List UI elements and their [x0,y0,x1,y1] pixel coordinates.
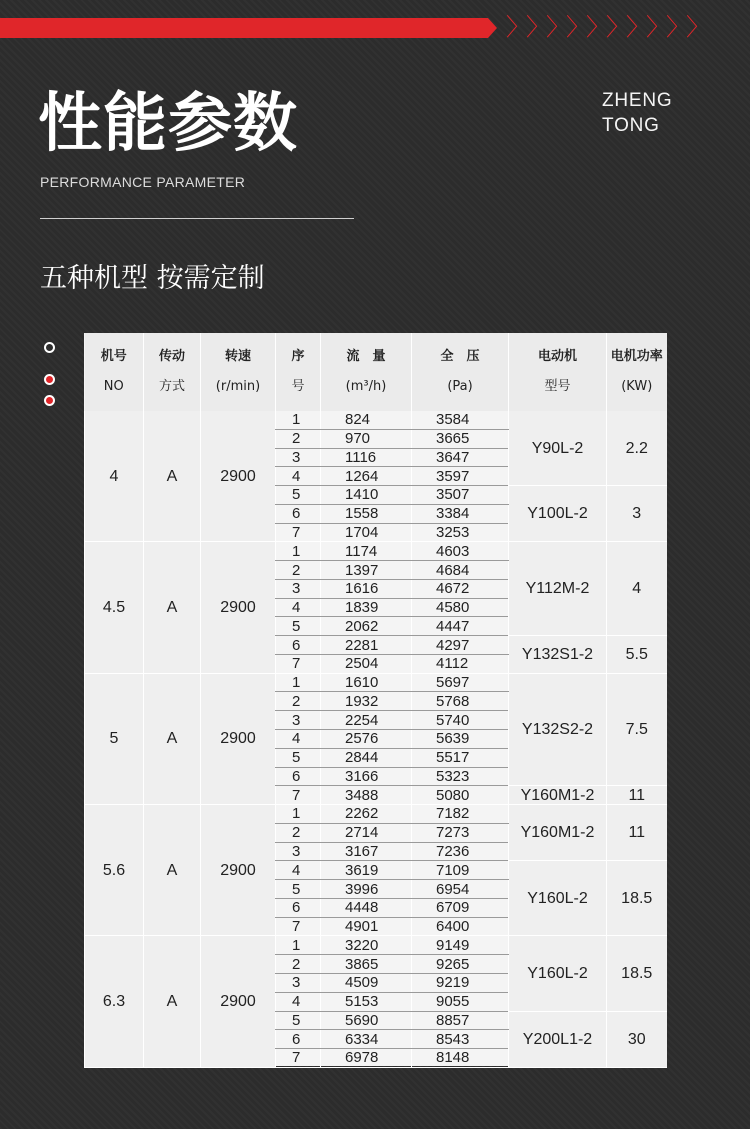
divider [40,218,354,219]
table-row [85,411,667,429]
cell-seq: 7 [276,654,321,673]
cell-seq: 7 [276,523,321,542]
cell-seq: 2 [276,955,321,974]
cell-flow: 4509 [321,973,412,992]
cell-flow: 1116 [321,448,412,467]
dot-icon [44,395,55,406]
cell-speed: 2900 [201,411,276,542]
chevron-right-icon: 〉 [546,13,570,41]
cell-motor-power: 18.5 [607,936,667,1011]
cell-flow: 1616 [321,579,412,598]
cell-pressure: 5740 [412,711,509,730]
cell-pressure: 9055 [412,992,509,1011]
cell-pressure: 9265 [412,955,509,974]
cell-flow: 6334 [321,1030,412,1049]
header-col-drive [144,333,201,411]
chevron-right-icon: 〉 [686,13,710,41]
table-header-row [85,333,667,411]
chevron-right-icon: 〉 [566,13,590,41]
cell-pressure: 3253 [412,523,509,542]
cell-flow: 2504 [321,654,412,673]
cell-speed: 2900 [201,673,276,804]
table-row [85,542,667,561]
cell-flow: 2576 [321,730,412,749]
cell-motor-model: Y112M-2 [509,542,607,636]
cell-seq: 5 [276,748,321,767]
cell-seq: 1 [276,673,321,692]
cell-machine-no: 4.5 [85,542,144,673]
cell-seq: 5 [276,880,321,899]
performance-table-wrap [84,333,666,1066]
cell-motor-model: Y160L-2 [509,936,607,1011]
cell-pressure: 7273 [412,823,509,842]
table-row [85,805,667,824]
table-row [85,936,667,955]
cell-seq: 2 [276,561,321,580]
cell-flow: 1932 [321,692,412,711]
cell-flow: 1558 [321,504,412,523]
cell-seq: 6 [276,504,321,523]
cell-flow: 3220 [321,936,412,955]
header-col-motor-power [607,333,667,411]
cell-seq: 4 [276,598,321,617]
cell-flow: 6978 [321,1049,412,1068]
header-label: 机号 [100,349,127,364]
cell-seq: 6 [276,1030,321,1049]
cell-pressure: 6709 [412,898,509,917]
cell-pressure: 3384 [412,504,509,523]
header-label: 序 [291,349,305,364]
cell-pressure: 4684 [412,561,509,580]
cell-drive: A [144,411,201,542]
header-col-machine-no [85,333,144,411]
brand-line-1: ZHENG [602,90,673,111]
cell-flow: 3996 [321,880,412,899]
cell-seq: 4 [276,730,321,749]
cell-flow: 3488 [321,786,412,805]
cell-pressure: 8857 [412,1011,509,1030]
cell-motor-power: 11 [607,786,667,805]
cell-pressure: 3665 [412,429,509,448]
cell-motor-model: Y100L-2 [509,486,607,542]
cell-pressure: 4580 [412,598,509,617]
cell-seq: 1 [276,542,321,561]
cell-flow: 3619 [321,861,412,880]
cell-drive: A [144,805,201,936]
cell-pressure: 4672 [412,579,509,598]
cell-pressure: 9219 [412,973,509,992]
cell-seq: 2 [276,692,321,711]
cell-pressure: 4112 [412,654,509,673]
cell-pressure: 5639 [412,730,509,749]
cell-pressure: 3584 [412,411,509,429]
brand-line-2: TONG [602,115,660,136]
cell-drive: A [144,936,201,1067]
header-unit: (m³/h) [345,379,387,394]
header-col-pressure [412,333,509,411]
section-subtitle: 五种机型 按需定制 [40,263,265,294]
cell-flow: 2714 [321,823,412,842]
cell-motor-power: 11 [607,805,667,861]
cell-flow: 1264 [321,467,412,486]
cell-seq: 3 [276,711,321,730]
cell-pressure: 5517 [412,748,509,767]
cell-seq: 6 [276,636,321,655]
header-label: 电动机 [537,349,577,364]
cell-pressure: 3647 [412,448,509,467]
header-label: 转速 [224,349,251,364]
cell-seq: 5 [276,617,321,636]
cell-flow: 2254 [321,711,412,730]
cell-pressure: 3507 [412,486,509,505]
cell-seq: 3 [276,842,321,861]
chevron-right-icon: 〉 [626,13,650,41]
cell-flow: 1174 [321,542,412,561]
cell-machine-no: 4 [85,411,144,542]
table-row [85,673,667,692]
cell-speed: 2900 [201,542,276,673]
cell-seq: 4 [276,992,321,1011]
cell-motor-model: Y160M1-2 [509,786,607,805]
cell-motor-power: 3 [607,486,667,542]
cell-seq: 4 [276,467,321,486]
cell-motor-model: Y160M1-2 [509,805,607,861]
cell-pressure: 5080 [412,786,509,805]
cell-pressure: 4297 [412,636,509,655]
cell-seq: 3 [276,448,321,467]
cell-seq: 3 [276,973,321,992]
header-unit: (r/min) [215,379,261,394]
page-subtitle-en: PERFORMANCE PARAMETER [40,174,246,190]
cell-flow: 4448 [321,898,412,917]
cell-pressure: 5768 [412,692,509,711]
header-col-motor-model [509,333,607,411]
top-accent-bar [0,18,497,38]
cell-motor-model: Y200L1-2 [509,1011,607,1067]
header-label: 全 压 [440,349,480,364]
chevron-right-icon: 〉 [586,13,610,41]
chevron-right-icon: 〉 [526,13,550,41]
cell-flow: 5153 [321,992,412,1011]
header-unit: NO [103,379,124,394]
cell-pressure: 5323 [412,767,509,786]
cell-seq: 1 [276,936,321,955]
header-col-flow [321,333,412,411]
header-unit: (Pa) [447,379,473,394]
performance-table [84,333,667,1068]
cell-motor-power: 7.5 [607,673,667,786]
cell-motor-power: 4 [607,542,667,636]
cell-seq: 4 [276,861,321,880]
cell-flow: 2062 [321,617,412,636]
cell-flow: 3166 [321,767,412,786]
chevron-row [506,13,710,44]
cell-flow: 1397 [321,561,412,580]
cell-pressure: 7182 [412,805,509,824]
chevron-right-icon: 〉 [506,13,530,41]
cell-motor-model: Y160L-2 [509,861,607,936]
page-title: 性能参数 [38,87,298,161]
header-label: 传动 [158,349,185,364]
cell-seq: 7 [276,1049,321,1068]
cell-seq: 1 [276,411,321,429]
cell-pressure: 8148 [412,1049,509,1068]
cell-seq: 7 [276,917,321,936]
cell-seq: 6 [276,898,321,917]
cell-flow: 2262 [321,805,412,824]
cell-flow: 970 [321,429,412,448]
cell-flow: 824 [321,411,412,429]
cell-flow: 1610 [321,673,412,692]
cell-seq: 6 [276,767,321,786]
cell-pressure: 6954 [412,880,509,899]
chevron-right-icon: 〉 [606,13,630,41]
cell-motor-model: Y90L-2 [509,411,607,486]
header-unit: (KW) [621,379,653,394]
cell-pressure: 6400 [412,917,509,936]
cell-flow: 1839 [321,598,412,617]
header-unit: 号 [291,379,305,394]
dot-icon [44,342,55,353]
cell-flow: 3865 [321,955,412,974]
chevron-right-icon: 〉 [646,13,670,41]
cell-motor-model: Y132S1-2 [509,636,607,674]
cell-seq: 5 [276,486,321,505]
cell-pressure: 4447 [412,617,509,636]
cell-pressure: 8543 [412,1030,509,1049]
header-col-seq [276,333,321,411]
header-unit: 型号 [544,379,571,394]
cell-seq: 2 [276,823,321,842]
cell-seq: 2 [276,429,321,448]
header-col-speed [201,333,276,411]
cell-flow: 5690 [321,1011,412,1030]
cell-motor-power: 2.2 [607,411,667,486]
table-body [85,411,667,1067]
cell-speed: 2900 [201,805,276,936]
header-unit: 方式 [158,379,185,394]
cell-pressure: 7109 [412,861,509,880]
cell-seq: 3 [276,579,321,598]
cell-flow: 1704 [321,523,412,542]
cell-flow: 2281 [321,636,412,655]
cell-motor-power: 5.5 [607,636,667,674]
cell-seq: 1 [276,805,321,824]
header-label: 电机功率 [610,349,663,364]
cell-flow: 4901 [321,917,412,936]
cell-flow: 3167 [321,842,412,861]
cell-motor-power: 30 [607,1011,667,1067]
cell-machine-no: 5.6 [85,805,144,936]
cell-seq: 5 [276,1011,321,1030]
cell-flow: 2844 [321,748,412,767]
cell-motor-model: Y132S2-2 [509,673,607,786]
cell-machine-no: 6.3 [85,936,144,1067]
chevron-right-icon: 〉 [666,13,690,41]
header-label: 流 量 [346,349,386,364]
cell-pressure: 9149 [412,936,509,955]
cell-flow: 1410 [321,486,412,505]
cell-pressure: 5697 [412,673,509,692]
cell-pressure: 3597 [412,467,509,486]
cell-machine-no: 5 [85,673,144,804]
cell-pressure: 7236 [412,842,509,861]
cell-pressure: 4603 [412,542,509,561]
cell-speed: 2900 [201,936,276,1067]
cell-seq: 7 [276,786,321,805]
dot-icon [44,374,55,385]
cell-motor-power: 18.5 [607,861,667,936]
cell-drive: A [144,673,201,804]
brand-name [602,88,673,138]
cell-drive: A [144,542,201,673]
